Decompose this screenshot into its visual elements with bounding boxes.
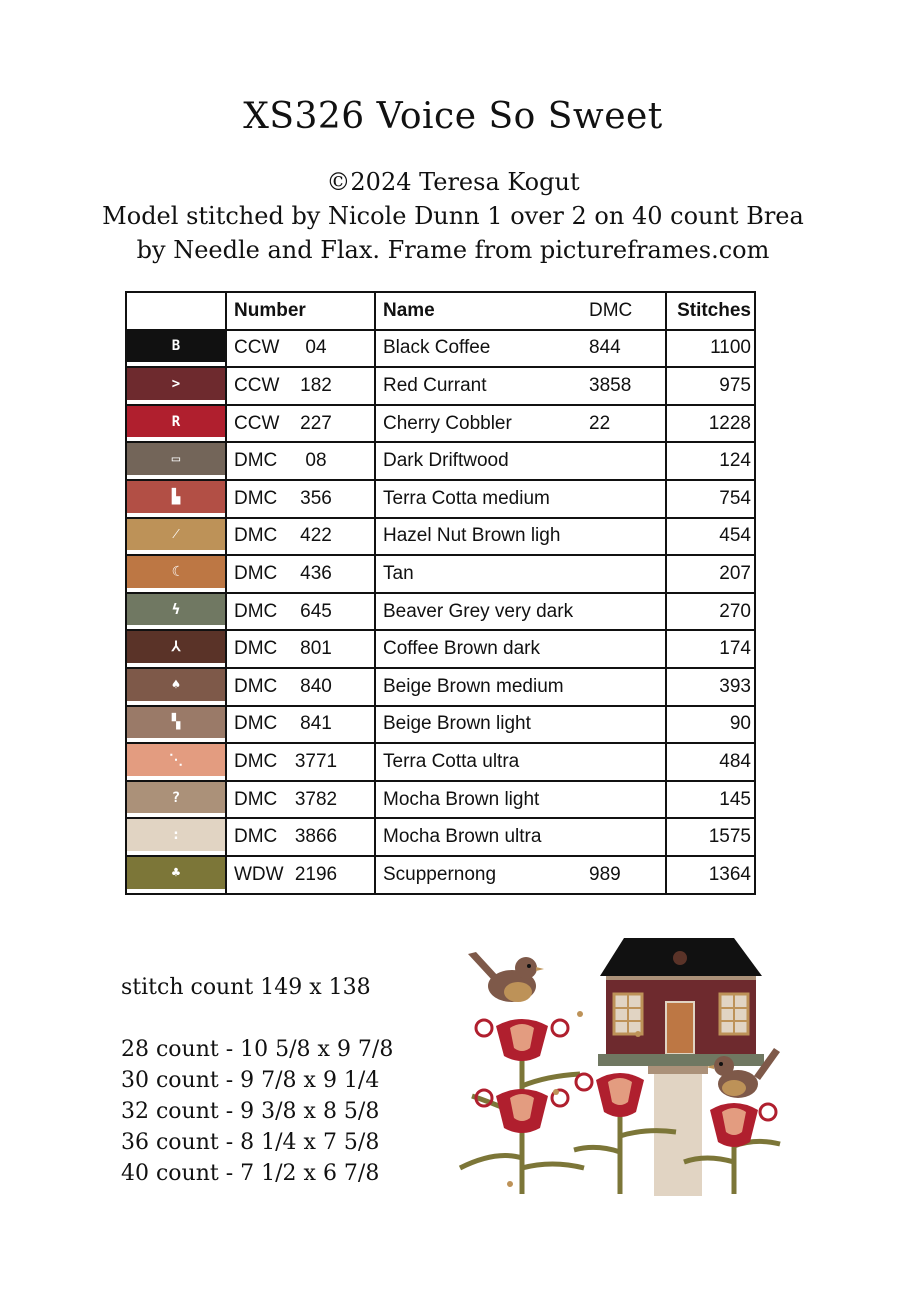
color-swatch [127,631,225,663]
birdhouse-roof-hole [673,951,687,965]
color-swatch [127,481,225,513]
thread-name: Tan [375,555,589,593]
thread-name: Red Currant [375,367,589,405]
color-swatch-cell [126,442,226,480]
swatch-symbol: ♠ [171,676,181,693]
thread-number-cell [226,367,375,405]
swatch-symbol: > [171,375,181,392]
thread-name: Mocha Brown light [375,781,589,819]
thread-number-cell [226,630,375,668]
thread-brand: DMC [234,638,278,660]
color-swatch [127,782,225,814]
thread-number-cell [226,781,375,819]
thread-number-cell [226,593,375,631]
color-swatch [127,857,225,889]
swatch-symbol: ⋱ [169,751,183,768]
stitch-count-cell: 454 [666,518,755,556]
stitch-count-cell: 975 [666,367,755,405]
swatch-symbol: ♣ [171,864,181,881]
thread-brand: DMC [234,675,278,697]
fabric-size-32: 32 count - 9 3/8 x 8 5/8 [121,1099,380,1124]
swatch-symbol: ▚ [171,714,181,731]
thread-name: Mocha Brown ultra [375,818,589,856]
thread-brand: CCW [234,412,280,434]
thread-brand: DMC [234,788,278,810]
thread-brand: CCW [234,374,280,396]
fabric-size-list [121,1034,393,1189]
swatch-symbol: ⁄ [174,525,178,542]
fabric-size-36: 36 count - 8 1/4 x 7 5/8 [121,1130,380,1155]
thread-number-cell [226,818,375,856]
swatch-symbol: : [171,827,181,844]
thread-number: 3782 [294,788,338,810]
stitch-count-cell: 1100 [666,330,755,368]
dmc-equivalent: 3858 [589,367,666,405]
thread-number-cell [226,743,375,781]
table-row [126,555,755,593]
swatch-symbol: ☾ [171,563,181,580]
thread-name: Beige Brown medium [375,668,589,706]
thread-name: Scuppernong [375,856,589,894]
color-swatch [127,331,225,363]
dmc-equivalent [589,743,666,781]
stitch-count-cell: 124 [666,442,755,480]
thread-number-cell [226,706,375,744]
wren-bird-left [468,952,544,1002]
thread-name: Terra Cotta medium [375,480,589,518]
color-swatch [127,406,225,438]
name-column-header: Name [375,292,589,330]
page-title: XS326 Voice So Sweet [243,96,663,137]
thread-name: Terra Cotta ultra [375,743,589,781]
dmc-equivalent [589,781,666,819]
design-preview-image [456,936,786,1198]
table-row [126,518,755,556]
stitch-count-cell: 393 [666,668,755,706]
thread-brand: DMC [234,487,278,509]
thread-brand: DMC [234,826,278,848]
stitch-count-cell: 484 [666,743,755,781]
dmc-equivalent: 22 [589,405,666,443]
stitch-count-cell: 1575 [666,818,755,856]
thread-name: Beige Brown light [375,706,589,744]
color-swatch-cell [126,555,226,593]
fabric-size-28: 28 count - 10 5/8 x 9 7/8 [121,1037,394,1062]
thread-number: 422 [300,525,332,547]
color-swatch-cell [126,405,226,443]
thread-number: 227 [300,412,332,434]
dmc-equivalent [589,706,666,744]
thread-number: 08 [305,450,327,472]
color-swatch [127,556,225,588]
stitch-count-cell: 754 [666,480,755,518]
thread-number: 801 [300,638,332,660]
stitches-column-header: Stitches [666,292,755,330]
dmc-equivalent [589,818,666,856]
swatch-symbol: R [171,413,181,430]
thread-brand: DMC [234,713,278,735]
stitch-count-cell: 270 [666,593,755,631]
color-swatch-cell [126,593,226,631]
fabric-size-30: 30 count - 9 7/8 x 9 1/4 [121,1068,380,1093]
thread-number: 356 [300,487,332,509]
thread-number-cell [226,555,375,593]
stitch-count-cell: 1364 [666,856,755,894]
thread-number-cell [226,480,375,518]
thread-brand: DMC [234,562,278,584]
thread-number: 645 [300,600,332,622]
thread-brand: DMC [234,450,278,472]
table-row [126,818,755,856]
table-row [126,480,755,518]
tulip-bottom-left [476,1089,568,1133]
table-row [126,856,755,894]
color-swatch-cell [126,367,226,405]
color-swatch [127,669,225,701]
tulip-top-left [476,1019,568,1061]
color-swatch-cell [126,706,226,744]
birdhouse-door [666,1002,694,1054]
thread-number-cell [226,405,375,443]
table-row [126,593,755,631]
color-swatch [127,744,225,776]
thread-number-cell [226,442,375,480]
color-swatch-cell [126,743,226,781]
number-column-header: Number [226,292,375,330]
color-swatch-cell [126,668,226,706]
table-row [126,367,755,405]
swatch-symbol: ϟ [171,601,181,618]
thread-number-cell [226,330,375,368]
copyright-line: ©2024 Teresa Kogut [326,168,580,196]
dmc-equivalent [589,593,666,631]
table-row [126,442,755,480]
stitch-count-cell: 1228 [666,405,755,443]
color-swatch [127,519,225,551]
thread-number-cell [226,668,375,706]
dmc-equivalent [589,630,666,668]
color-swatch [127,368,225,400]
thread-number: 3771 [294,750,338,772]
table-row [126,405,755,443]
thread-number: 841 [300,713,332,735]
symbol-column-header [126,292,226,330]
floss-key-table [125,291,756,895]
color-swatch-cell [126,630,226,668]
thread-number: 2196 [294,863,338,885]
stitch-count-cell: 174 [666,630,755,668]
thread-number: 436 [300,562,332,584]
model-credit-line-1: Model stitched by Nicole Dunn 1 over 2 on 40 count Brea [102,202,804,230]
swatch-symbol: ▙ [171,488,181,505]
thread-brand: WDW [234,863,284,885]
dmc-equivalent [589,480,666,518]
thread-brand: DMC [234,525,278,547]
color-swatch-cell [126,856,226,894]
table-row [126,668,755,706]
swatch-symbol: ▭ [171,451,181,468]
thread-name: Coffee Brown dark [375,630,589,668]
thread-number: 3866 [294,826,338,848]
thread-number-cell [226,856,375,894]
table-row [126,781,755,819]
dmc-equivalent: 844 [589,330,666,368]
stitch-count: stitch count 149 x 138 [121,975,371,1000]
table-row [126,706,755,744]
color-swatch-cell [126,330,226,368]
dmc-equivalent: 989 [589,856,666,894]
thread-name: Beaver Grey very dark [375,593,589,631]
color-swatch-cell [126,480,226,518]
dmc-equivalent [589,518,666,556]
thread-name: Cherry Cobbler [375,405,589,443]
dmc-column-header: DMC [589,292,666,330]
thread-number: 04 [305,337,327,359]
color-swatch-cell [126,781,226,819]
dmc-equivalent [589,668,666,706]
stitch-count-cell: 90 [666,706,755,744]
thread-name: Hazel Nut Brown ligh [375,518,589,556]
thread-name: Black Coffee [375,330,589,368]
thread-brand: CCW [234,337,280,359]
table-header-row [126,292,755,330]
color-swatch [127,707,225,739]
thread-brand: DMC [234,750,278,772]
table-row [126,630,755,668]
tulip-middle [576,1073,644,1117]
thread-name: Dark Driftwood [375,442,589,480]
thread-number: 840 [300,675,332,697]
fabric-size-40: 40 count - 7 1/2 x 6 7/8 [121,1161,380,1186]
color-swatch [127,443,225,475]
thread-number-cell [226,518,375,556]
table-row [126,330,755,368]
thread-number: 182 [300,374,332,396]
color-swatch-cell [126,518,226,556]
dmc-equivalent [589,555,666,593]
swatch-symbol: ? [171,789,181,806]
color-swatch [127,594,225,626]
swatch-symbol: ⅄ [171,639,181,656]
dmc-equivalent [589,442,666,480]
stitch-count-cell: 207 [666,555,755,593]
stitch-count-cell: 145 [666,781,755,819]
thread-brand: DMC [234,600,278,622]
color-swatch [127,819,225,851]
color-swatch-cell [126,818,226,856]
table-row [126,743,755,781]
swatch-symbol: B [171,338,181,355]
model-credit-line-2: by Needle and Flax. Frame from pictureframes.com [136,236,770,264]
